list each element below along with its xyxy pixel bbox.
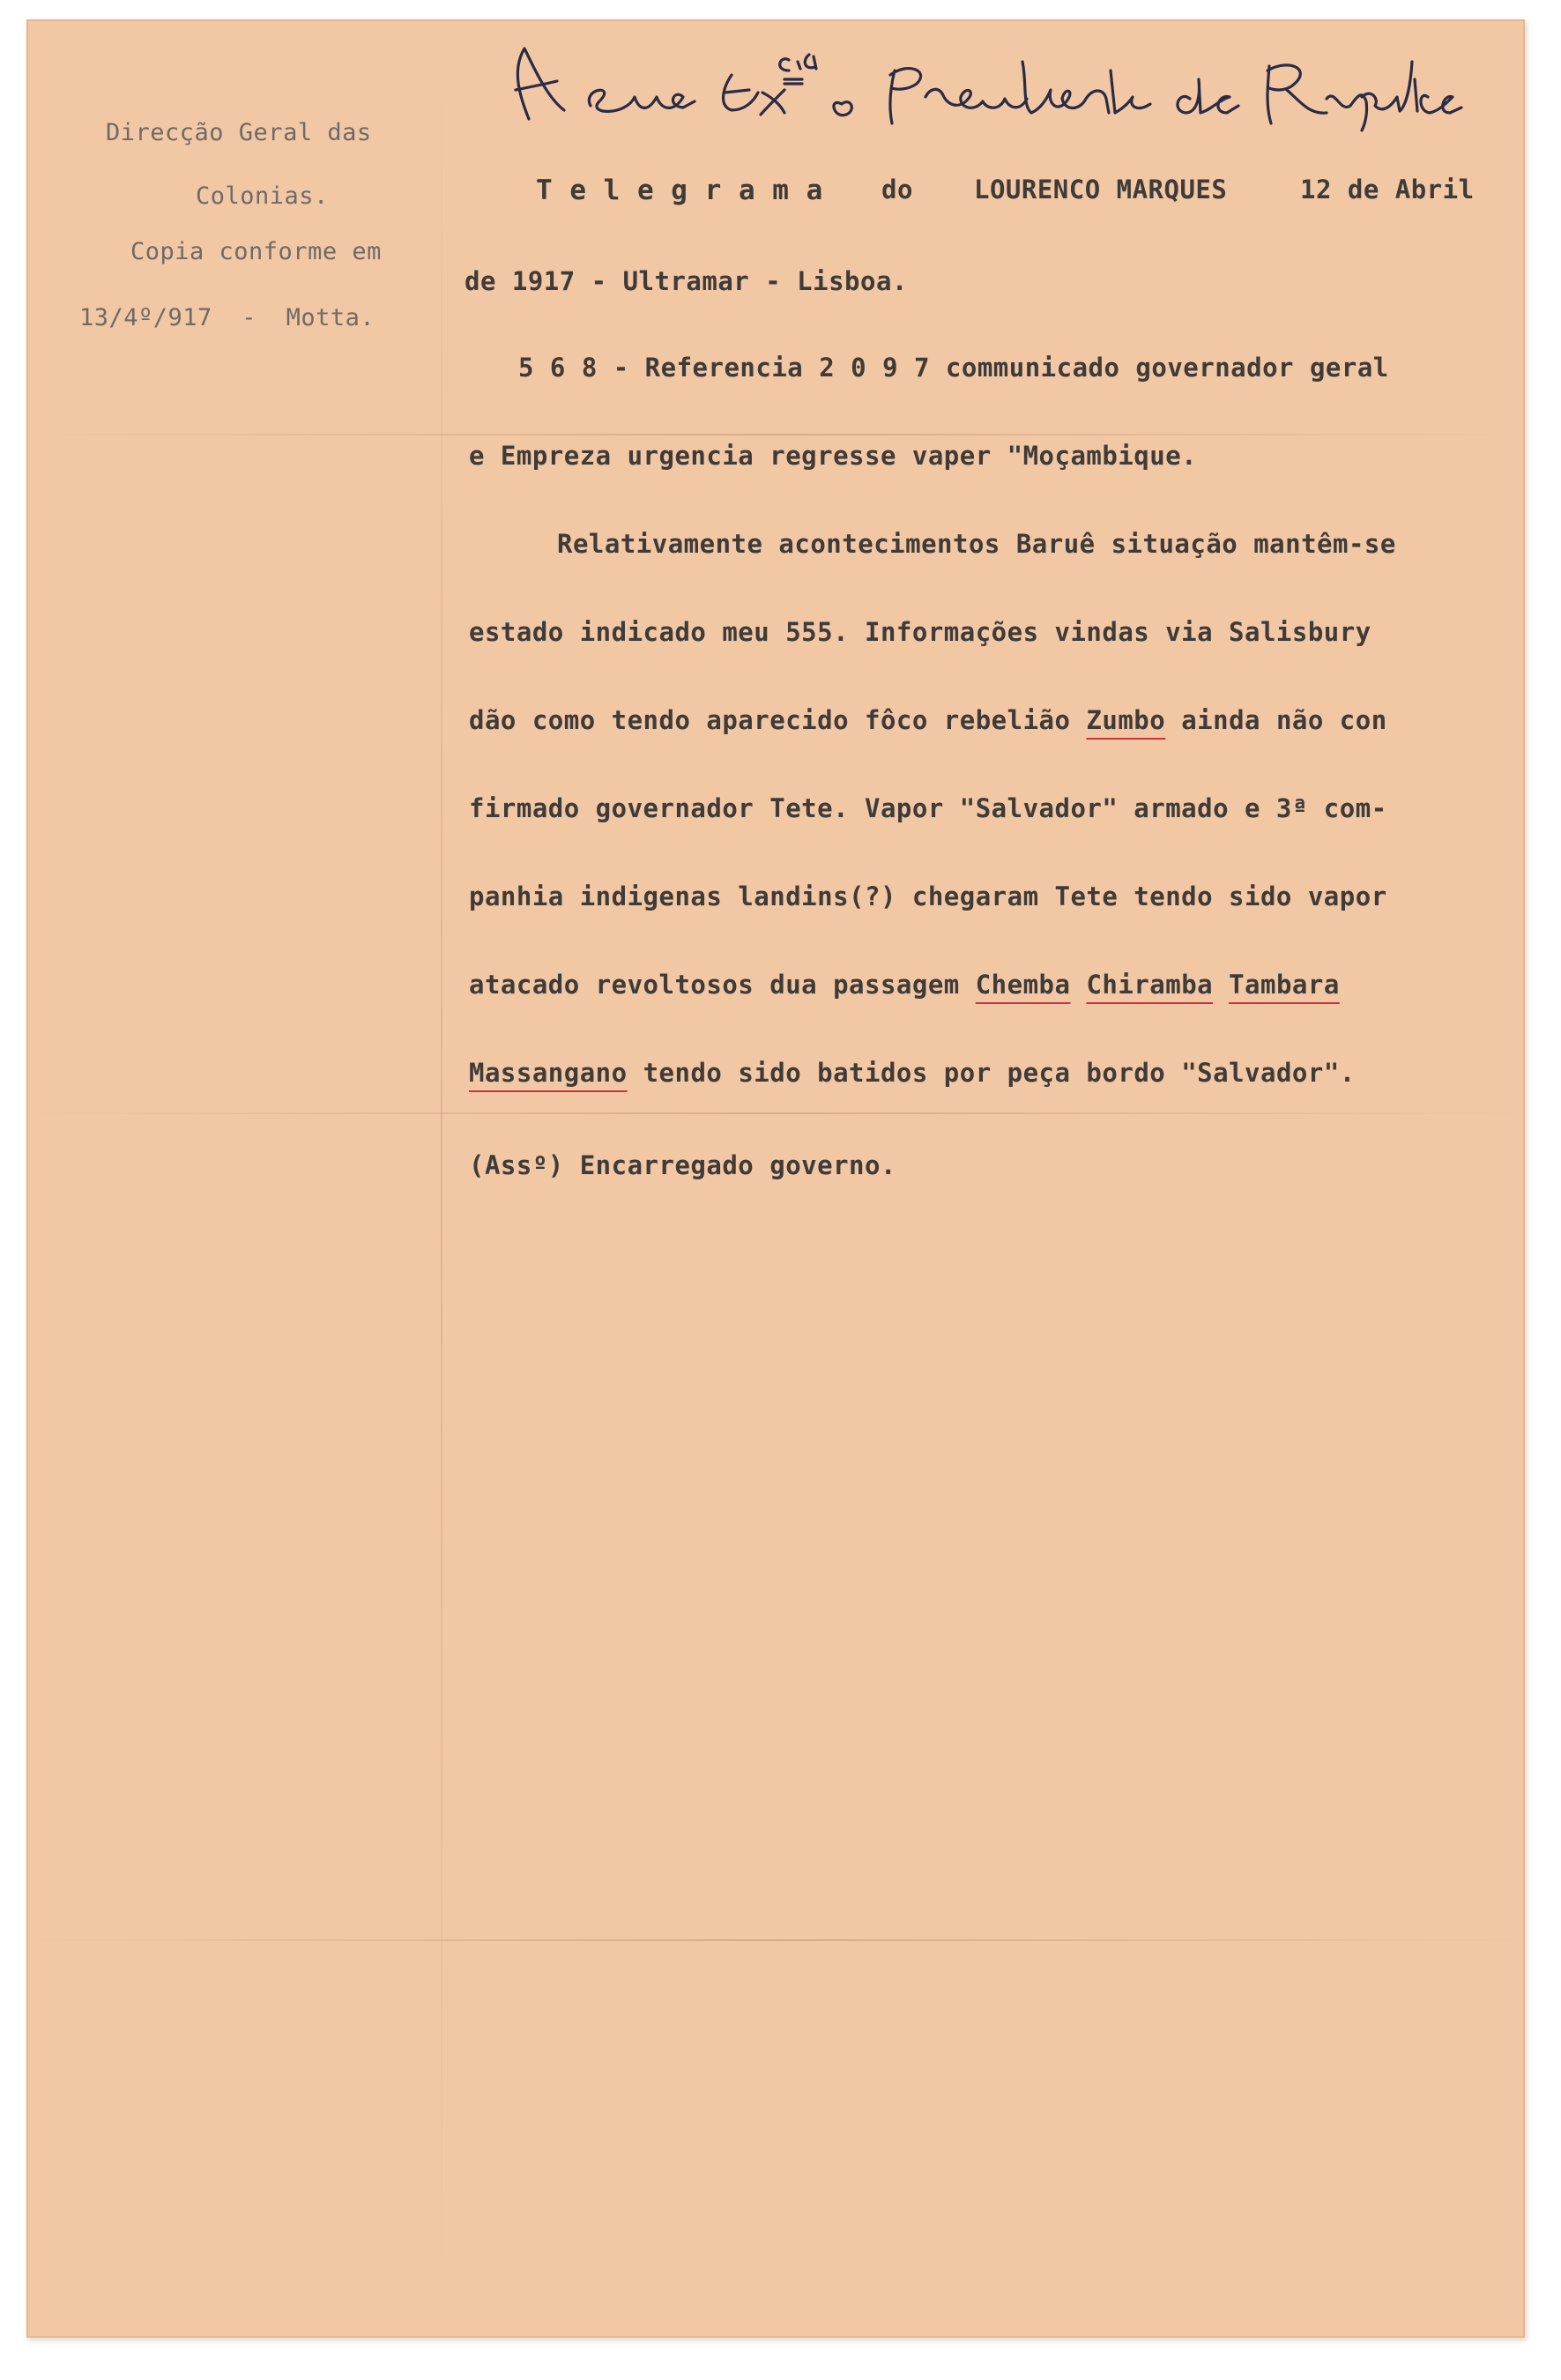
fold-line: [26, 1112, 1525, 1114]
body-text: atacado revoltosos dua passagem: [469, 970, 976, 1000]
telegram-date-continued: de 1917 - Ultramar - Lisboa.: [465, 266, 908, 296]
body-line: 5 6 8 - Referencia 2 0 9 7 communicado governador geral: [518, 353, 1389, 383]
body-line: e Empreza urgencia regresse vaper "Moçambique.: [469, 441, 1198, 471]
body-line: Relativamente acontecimentos Baruê situação mantêm-se: [557, 529, 1396, 559]
underlined-place-name: Massangano: [469, 1058, 628, 1088]
handwritten-header: [494, 35, 1481, 132]
fold-line: [26, 1939, 1525, 1941]
telegram-date: 12 de Abril: [1300, 175, 1475, 205]
body-text: [1070, 970, 1086, 1000]
margin-note-line: 13/4º/917 - Motta.: [79, 304, 375, 331]
telegram-title: T e l e g r a m a: [536, 175, 823, 206]
signature-line: (Assº) Encarregado governo.: [469, 1150, 896, 1180]
body-line: firmado governador Tete. Vapor "Salvador" armado e 3ª com-: [469, 793, 1387, 823]
body-line: [469, 1058, 1356, 1088]
body-text: dão como tendo aparecido fôco rebelião: [469, 705, 1087, 735]
body-line: [469, 970, 1340, 1000]
body-line: panhia indigenas landins(?) chegaram Tete tendo sido vapor: [469, 881, 1387, 911]
body-text: tendo sido batidos por peça bordo "Salvador".: [627, 1058, 1356, 1088]
underlined-place-name: Tambara: [1229, 970, 1340, 1000]
underlined-place-name: Chemba: [975, 970, 1071, 1000]
telegram-origin: LOURENCO MARQUES: [974, 175, 1228, 205]
body-line: estado indicado meu 555. Informações vindas via Salisbury: [469, 617, 1371, 647]
underlined-place-name: Zumbo: [1086, 705, 1166, 735]
body-text: ainda não con: [1165, 705, 1387, 735]
fold-line: [26, 434, 1525, 435]
margin-note-line: Copia conforme em: [130, 238, 382, 265]
margin-note-line: Colonias.: [196, 182, 329, 210]
margin-note-line: Direcção Geral das: [106, 119, 372, 146]
underlined-place-name: Chiramba: [1086, 970, 1214, 1000]
body-text: [1213, 970, 1229, 1000]
body-line: [469, 705, 1387, 735]
telegram-from: do: [881, 175, 913, 205]
fold-line-vertical: [441, 19, 442, 2338]
